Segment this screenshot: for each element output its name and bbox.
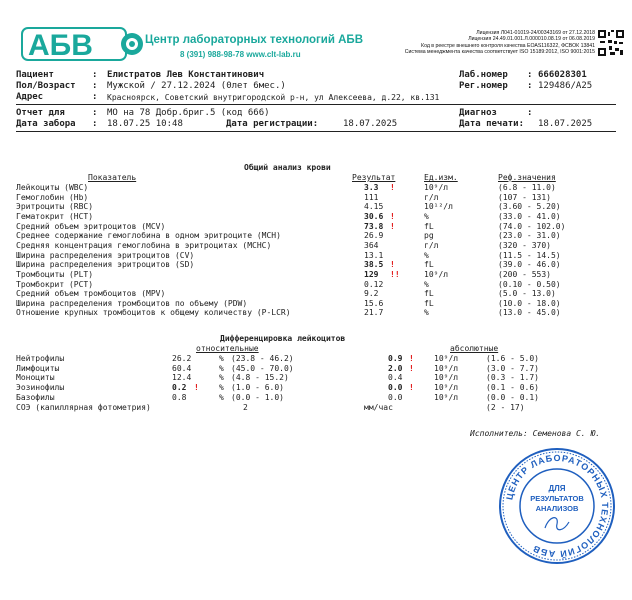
- unit: pg: [424, 231, 434, 241]
- table-row: [16, 183, 616, 193]
- result-value: 3.3: [364, 183, 379, 192]
- qr-code-icon: [598, 30, 624, 56]
- rel-ref: (0.0 - 1.0): [231, 392, 284, 402]
- unit: 10⁹/л: [424, 269, 449, 279]
- param-name: Ширина распределения тромбоцитов по объему (PDW): [16, 298, 248, 308]
- param-name: Средняя концентрация гемоглобина в эритроцитах (MCHC): [16, 240, 272, 250]
- esr-row: [16, 403, 616, 413]
- license-line: Код в реестре внешнего контроля качества ЕОАS116322, ФСВОК 13841: [421, 42, 595, 49]
- unit: г/л: [424, 192, 439, 202]
- ref-range: (320 - 370): [498, 240, 551, 250]
- abs-unit: 10⁹/л: [434, 392, 459, 402]
- abs-flag: !: [409, 354, 414, 363]
- table-row: [16, 299, 616, 309]
- ref-range: (33.0 - 41.0): [498, 211, 561, 221]
- table-row: [16, 383, 616, 393]
- result-value: 15.6: [364, 298, 384, 308]
- abs-ref: (0.0 - 0.1): [486, 392, 539, 402]
- rel-flag: !: [194, 383, 199, 393]
- rel-unit: %: [219, 373, 224, 383]
- ref-range: (6.8 - 11.0): [498, 183, 556, 192]
- result-value: 30.6: [364, 211, 384, 221]
- rel-ref: (1.0 - 6.0): [231, 383, 284, 393]
- cell-name: Лимфоциты: [16, 363, 60, 373]
- table-row: [16, 354, 616, 364]
- rel-value: 0.2: [172, 383, 187, 393]
- esr-name: СОЭ (капиллярная фотометрия): [16, 403, 151, 412]
- table-row: [16, 241, 616, 251]
- logo-icon: [20, 26, 145, 62]
- collect-date-value: 18.07.25 10:48: [107, 119, 183, 129]
- result-value: 38.5: [364, 260, 384, 270]
- reg-number-label: Рег.номер: [459, 81, 508, 91]
- esr-value: 2: [243, 403, 248, 412]
- colon: :: [527, 108, 533, 118]
- param-name: Тромбоциты (PLT): [16, 269, 94, 279]
- table-row: [16, 373, 616, 383]
- table-row: [16, 364, 616, 374]
- license-line: Лицензия Л041-01019-24/00343169 от 27.12.2018: [476, 30, 595, 36]
- stamp-ring-text: ЦЕНТР ЛАБОРАТОРНЫХ ТЕХНОЛОГИЙ АБВ: [504, 452, 611, 560]
- stamp-line: АНАЛИЗОВ: [535, 504, 579, 513]
- param-name: Отношение крупных тромбоцитов к общему количеству (P-LCR): [16, 308, 291, 318]
- abs-ref: (3.0 - 7.7): [486, 363, 539, 373]
- abs-value: 2.0: [388, 363, 403, 373]
- colon: :: [92, 81, 98, 91]
- rel-value: 60.4: [172, 363, 192, 373]
- abs-unit: 10⁹/л: [434, 354, 459, 363]
- abs-ref: (0.3 - 1.7): [486, 373, 539, 383]
- cell-name: Эозинофилы: [16, 383, 65, 393]
- ref-range: (13.0 - 45.0): [498, 308, 561, 318]
- colon: :: [92, 108, 98, 118]
- stamp-icon: [497, 446, 617, 566]
- result-flag: !: [390, 260, 395, 270]
- license-line: Лицензия 24.49.01.001.Л.000010.08.19 от 06.08.2019: [468, 36, 595, 43]
- unit: 10⁹/л: [424, 183, 449, 192]
- colon: :: [527, 70, 533, 80]
- rel-value: 26.2: [172, 354, 192, 363]
- param-name: Средний объем эритроцитов (MCV): [16, 221, 166, 231]
- table-row: [16, 193, 616, 203]
- colon: :: [527, 81, 533, 91]
- lab-contacts: 8 (391) 988-98-78 www.clt-lab.ru: [180, 50, 301, 59]
- lab-number-value: 666028301: [538, 70, 587, 80]
- colon: :: [92, 92, 98, 102]
- table-row: [16, 280, 616, 290]
- report-for-value: МО на 78 Добр.бриг.5 (код 666): [107, 108, 270, 118]
- result-flag: !: [390, 221, 395, 231]
- divider: [16, 131, 616, 132]
- license-block: [330, 30, 595, 56]
- table-row: [16, 212, 616, 222]
- result-value: 0.12: [364, 279, 384, 289]
- table-row: [16, 289, 616, 299]
- abs-unit: 10⁹/л: [434, 383, 459, 393]
- result-flag: !: [390, 211, 395, 221]
- col-header-ref: Реф.значения: [498, 173, 556, 182]
- report-for-label: Отчет для: [16, 108, 65, 118]
- col-header-result: Результат: [352, 173, 396, 182]
- result-flag: !!: [390, 269, 400, 279]
- signature-mark: [545, 518, 569, 530]
- rel-unit: %: [219, 392, 224, 402]
- lab-title: Центр лабораторных технологий АБВ: [145, 34, 364, 46]
- rel-ref: (45.0 - 70.0): [231, 363, 294, 373]
- abs-value: 0.0: [388, 392, 403, 402]
- ref-range: (0.10 - 0.50): [498, 279, 561, 289]
- param-name: Лейкоциты (WBC): [16, 183, 89, 192]
- cell-name: Базофилы: [16, 392, 55, 402]
- param-name: Среднее содержание гемоглобина в одном эритроците (MCH): [16, 231, 281, 241]
- logo-text: АБВ: [28, 29, 93, 62]
- rel-unit: %: [219, 383, 224, 393]
- cell-name: Нейтрофилы: [16, 354, 65, 363]
- abs-flag: !: [409, 383, 414, 393]
- param-name: Ширина распределения эритроцитов (CV): [16, 250, 195, 260]
- result-value: 111: [364, 192, 379, 202]
- sex-age-label: Пол/Возраст: [16, 81, 76, 91]
- table-row: [16, 308, 616, 318]
- col-header-absolute: абсолютные: [450, 344, 499, 353]
- reg-number-value: 129486/А25: [538, 81, 593, 91]
- stamp-line: РЕЗУЛЬТАТОВ: [530, 494, 584, 503]
- result-value: 21.7: [364, 308, 384, 318]
- table-row: [16, 270, 616, 280]
- esr-ref: (2 - 17): [486, 403, 525, 412]
- reg-date-label: Дата регистрации:: [226, 119, 319, 129]
- collect-date-label: Дата забора: [16, 119, 76, 129]
- param-name: Средний объем тромбоцитов (MPV): [16, 289, 166, 299]
- colon: :: [92, 70, 98, 80]
- unit: fL: [424, 260, 434, 270]
- abs-ref: (1.6 - 5.0): [486, 354, 539, 363]
- param-name: Эритроциты (RBC): [16, 202, 94, 212]
- rel-ref: (23.8 - 46.2): [231, 354, 294, 363]
- lab-number-label: Лаб.номер: [459, 70, 508, 80]
- table-row: [16, 202, 616, 212]
- unit: fL: [424, 298, 434, 308]
- ref-range: (11.5 - 14.5): [498, 250, 561, 260]
- print-date-label: Дата печати:: [459, 119, 525, 129]
- col-header-unit: Ед.изм.: [424, 173, 458, 182]
- ref-range: (74.0 - 102.0): [498, 221, 566, 231]
- rel-unit: %: [219, 363, 224, 373]
- abs-value: 0.4: [388, 373, 403, 383]
- abs-flag: !: [409, 363, 414, 373]
- abs-unit: 10⁹/л: [434, 363, 459, 373]
- ref-range: (107 - 131): [498, 192, 551, 202]
- abs-unit: 10⁹/л: [434, 373, 459, 383]
- result-flag: !: [390, 183, 395, 192]
- ref-range: (5.0 - 13.0): [498, 289, 556, 299]
- sex-age-value: Мужской / 27.12.2024 (0лет 6мес.): [107, 81, 286, 91]
- table-row: [16, 231, 616, 241]
- ref-range: (23.0 - 31.0): [498, 231, 561, 241]
- table-row: [16, 393, 616, 403]
- param-name: Гематокрит (HCT): [16, 211, 94, 221]
- rel-value: 12.4: [172, 373, 192, 383]
- stamp-line: ДЛЯ: [548, 484, 566, 493]
- ref-range: (200 - 553): [498, 269, 551, 279]
- colon: :: [92, 119, 98, 129]
- address-value: Красноярск, Советский внутригородской р-н, ул Алексеева, д.22, кв.131: [107, 93, 440, 102]
- abs-value: 0.9: [388, 354, 403, 363]
- diagnosis-label: Диагноз: [459, 108, 497, 118]
- rel-value: 0.8: [172, 392, 187, 402]
- ref-range: (3.60 - 5.20): [498, 202, 561, 212]
- unit: %: [424, 250, 429, 260]
- patient-name: Елистратов Лев Константинович: [107, 70, 265, 80]
- executor: Исполнитель: Семенова С. Ю.: [470, 429, 601, 438]
- result-value: 26.9: [364, 231, 384, 241]
- rel-ref: (4.8 - 15.2): [231, 373, 289, 383]
- ref-range: (39.0 - 46.0): [498, 260, 561, 270]
- unit: 10¹²/л: [424, 202, 453, 212]
- unit: fL: [424, 221, 434, 231]
- unit: fL: [424, 289, 434, 299]
- print-date-value: 18.07.2025: [538, 119, 593, 129]
- result-value: 73.8: [364, 221, 384, 231]
- result-value: 13.1: [364, 250, 384, 260]
- address-label: Адрес: [16, 92, 44, 102]
- unit: г/л: [424, 240, 439, 250]
- cell-name: Моноциты: [16, 373, 55, 383]
- license-line: Система менеджмента качества соответствует ISO 15189:2012, ISO 9001:2015: [404, 49, 595, 56]
- col-header-relative: относительные: [196, 344, 259, 353]
- table-row: [16, 260, 616, 270]
- esr-unit: мм/час: [364, 403, 393, 412]
- patient-label: Пациент: [16, 70, 54, 80]
- diff-title: Дифференцировка лейкоцитов: [220, 334, 346, 343]
- col-header-param: Показатель: [88, 173, 137, 182]
- table-row: [16, 222, 616, 232]
- param-name: Гемоглобин (Hb): [16, 192, 89, 202]
- unit: %: [424, 308, 429, 318]
- abs-ref: (0.1 - 0.6): [486, 383, 539, 393]
- ref-range: (10.0 - 18.0): [498, 298, 561, 308]
- result-value: 364: [364, 240, 379, 250]
- rel-unit: %: [219, 354, 224, 363]
- result-value: 129: [364, 269, 379, 279]
- table-row: [16, 251, 616, 261]
- reg-date-value: 18.07.2025: [343, 119, 398, 129]
- unit: %: [424, 211, 429, 221]
- unit: %: [424, 279, 429, 289]
- param-name: Тромбокрит (PCT): [16, 279, 94, 289]
- result-value: 9.2: [364, 289, 379, 299]
- param-name: Ширина распределения эритроцитов (SD): [16, 260, 195, 270]
- abs-value: 0.0: [388, 383, 403, 393]
- divider: [16, 104, 616, 105]
- cbc-title: Общий анализ крови: [244, 163, 331, 172]
- result-value: 4.15: [364, 202, 384, 212]
